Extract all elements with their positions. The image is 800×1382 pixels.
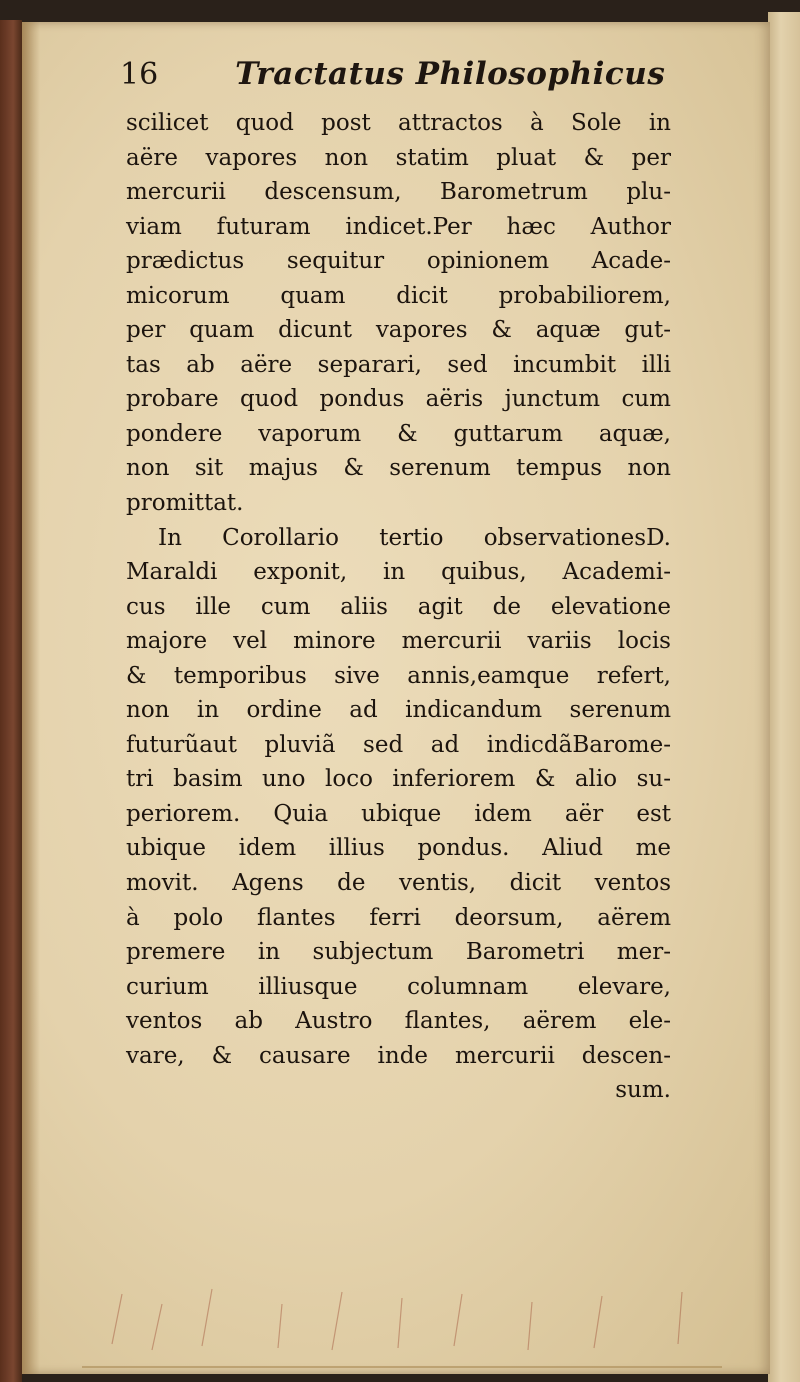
text-line: probare quod pondus aëris junctum cum bbox=[126, 386, 671, 413]
body-text bbox=[126, 106, 671, 1108]
text-line: per quam dicunt vapores & aquæ gut- bbox=[126, 317, 671, 344]
text-line: & temporibus sive annis,eamque refert, bbox=[126, 662, 671, 689]
page-number: 16 bbox=[120, 57, 159, 92]
page-gutter bbox=[22, 22, 40, 1374]
text-line: futurũaut pluviã sed ad indicdãBarome- bbox=[126, 731, 671, 758]
paragraph-start-line: In Corollario tertio observationesD. bbox=[158, 524, 671, 551]
text-line: premere in subjectum Barometri mer- bbox=[126, 939, 671, 966]
page-header bbox=[120, 56, 720, 92]
text-line: cus ille cum aliis agit de elevatione bbox=[126, 593, 671, 620]
text-line: curium illiusque columnam elevare, bbox=[126, 973, 671, 1000]
facing-page-edge bbox=[768, 12, 800, 1382]
text-line: non in ordine ad indicandum serenum bbox=[126, 697, 671, 724]
text-line: aëre vapores non statim pluat & per bbox=[126, 144, 671, 171]
page-bottom-line bbox=[82, 1340, 722, 1368]
book-cover-edge bbox=[0, 20, 22, 1382]
text-line: majore vel minore mercurii variis locis bbox=[126, 628, 671, 655]
text-line: periorem. Quia ubique idem aër est bbox=[126, 800, 671, 827]
text-line: à polo flantes ferri deorsum, aërem bbox=[126, 904, 671, 931]
text-line: micorum quam dicit probabiliorem, bbox=[126, 282, 671, 309]
text-line: scilicet quod post attractos à Sole in bbox=[126, 110, 671, 136]
text-line: movit. Agens de ventis, dicit ventos bbox=[126, 870, 671, 897]
final-text-line: sum. bbox=[615, 1077, 671, 1104]
text-line: tas ab aëre separari, sed incumbit illi bbox=[126, 351, 671, 378]
text-line: tri basim uno loco inferiorem & alio su- bbox=[126, 766, 671, 793]
text-line: prædictus sequitur opinionem Acade- bbox=[126, 248, 671, 275]
text-line: ubique idem illius pondus. Aliud me bbox=[126, 835, 671, 862]
text-line: Maraldi exponit, in quibus, Academi- bbox=[126, 559, 671, 586]
text-line: mercurii descensum, Barometrum plu- bbox=[126, 179, 671, 206]
text-line: vare, & causare inde mercurii descen- bbox=[126, 1042, 671, 1069]
text-line: viam futuram indicet.Per hæc Author bbox=[126, 213, 671, 240]
running-title: Tractatus Philosophicus bbox=[235, 56, 666, 92]
text-line: ventos ab Austro flantes, aërem ele- bbox=[126, 1008, 671, 1035]
text-line: non sit majus & serenum tempus non bbox=[126, 455, 671, 482]
text-line: pondere vaporum & guttarum aquæ, bbox=[126, 420, 671, 447]
text-line: promittat. bbox=[126, 490, 244, 517]
